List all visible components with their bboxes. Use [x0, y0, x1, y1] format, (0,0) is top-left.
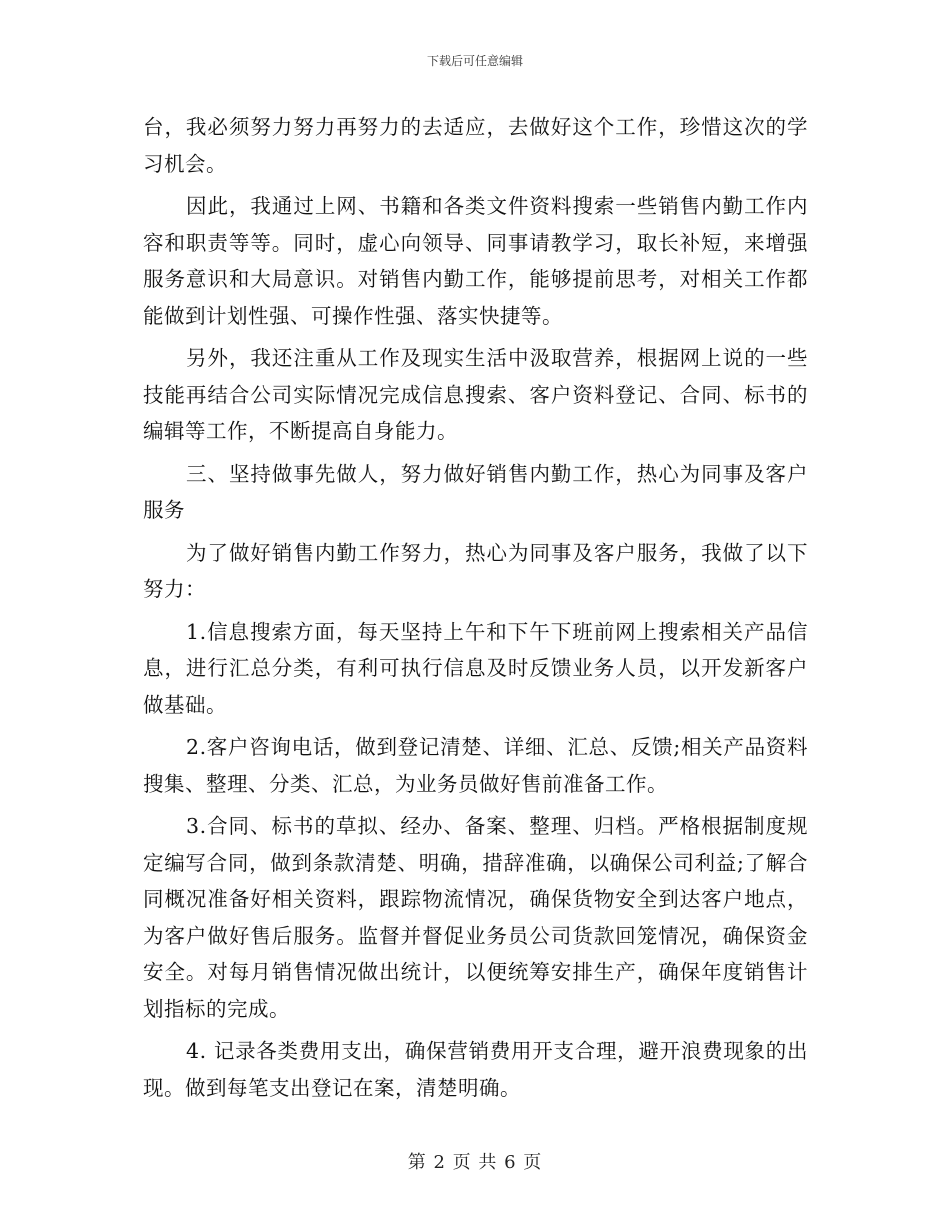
page-header: 下载后可任意编辑	[426, 54, 523, 68]
document-body	[143, 109, 808, 1112]
paragraph-5: 为了做好销售内勤工作努力，热心为同事及客户服务，我做了以下努力：	[143, 540, 808, 601]
list-item-1: 1.信息搜索方面，每天坚持上午和下午下班前网上搜索相关产品信息，进行汇总分类，有利可执行信息及时反馈业务人员，以开发新客户做基础。	[143, 619, 808, 717]
paragraph-3: 另外，我还注重从工作及现实生活中汲取营养，根据网上说的一些技能再结合公司实际情况完成信息搜索、客户资料登记、合同、标书的编辑等工作，不断提高自身能力。	[143, 346, 808, 443]
paragraph-2: 因此，我通过上网、书籍和各类文件资料搜索一些销售内勤工作内容和职责等等。同时，虚心向领导、同事请教学习，取长补短，来增强服务意识和大局意识。对销售内勤工作，能够提前思考，对相关工作都能做到计划性强、可操作性强、落实快捷等。	[143, 194, 808, 328]
section-heading-3: 三、坚持做事先做人，努力做好销售内勤工作，热心为同事及客户服务	[143, 461, 808, 522]
list-item-3: 3.合同、标书的草拟、经办、备案、整理、归档。严格根据制度规定编写合同，做到条款清楚、明确，措辞准确，以确保公司利益;了解合同概况准备好相关资料，跟踪物流情况，确保货物安全到达客户地点，为客户做好售后服务。监督并督促业务员公司货款回笼情况，确保资金安全。对每月销售情况做出统计，以便统筹安排生产，确保年度销售计划指标的完成。	[143, 814, 808, 1021]
paragraph-1: 台，我必须努力努力再努力的去适应，去做好这个工作，珍惜这次的学习机会。	[143, 115, 808, 176]
list-item-4: 4. 记录各类费用支出，确保营销费用开支合理，避开浪费现象的出现。做到每笔支出登记在案，清楚明确。	[143, 1039, 808, 1100]
list-item-2: 2.客户咨询电话，做到登记清楚、详细、汇总、反馈;相关产品资料搜集、整理、分类、汇总，为业务员做好售前准备工作。	[143, 735, 808, 796]
page-number: 第 2 页 共 6 页	[407, 1152, 543, 1173]
